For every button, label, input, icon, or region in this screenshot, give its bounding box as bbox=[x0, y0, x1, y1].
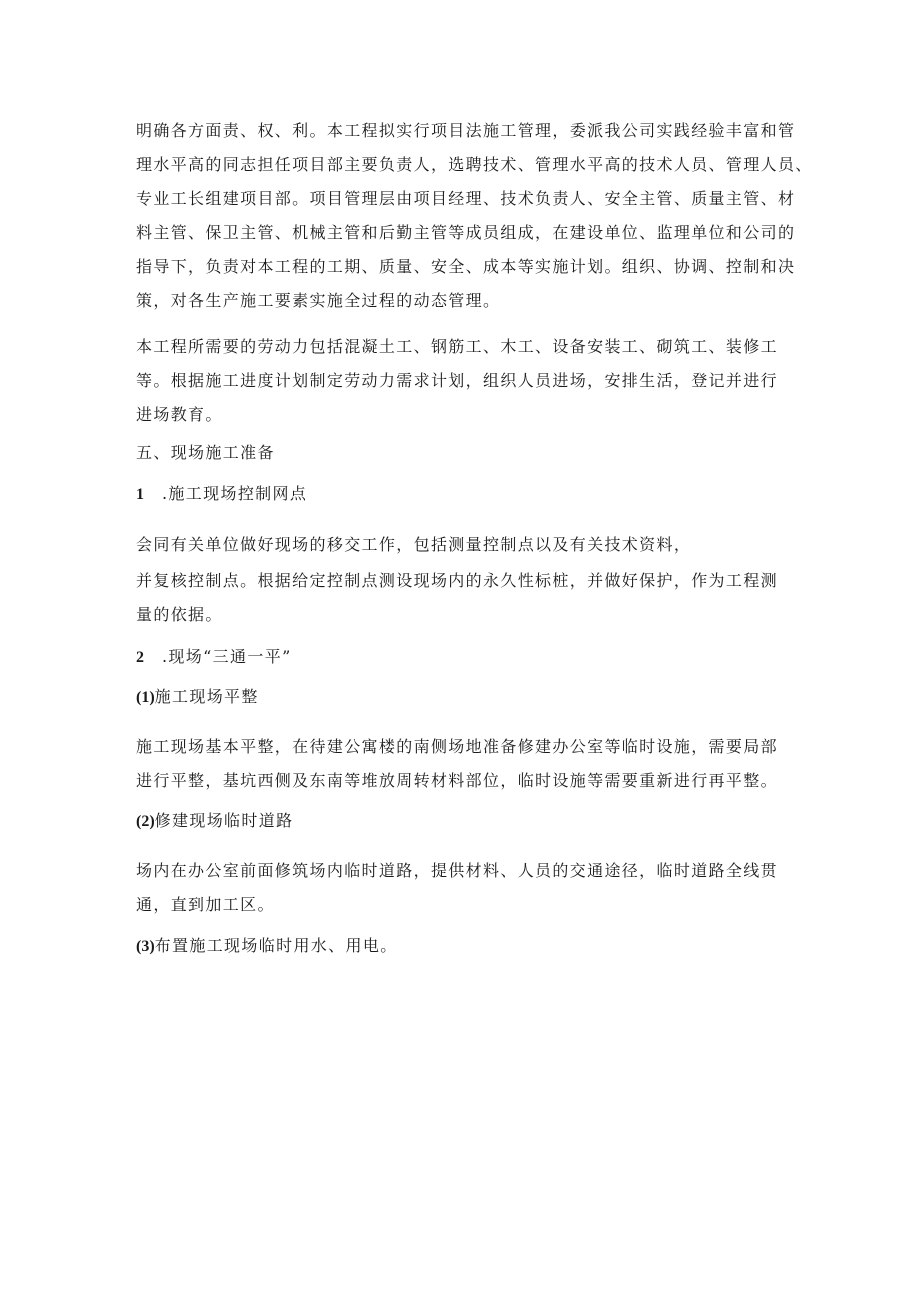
paragraph-line: 理水平高的同志担任项目部主要负责人，选聘技术、管理水平高的技术人员、管理人员、 bbox=[136, 155, 813, 174]
subitem-number: (1) bbox=[136, 689, 155, 706]
subitem-number: (3) bbox=[136, 938, 155, 955]
paragraph-line: 通，直到加工区。 bbox=[136, 895, 275, 914]
paragraph-line: 策，对各生产施工要素实施全过程的动态管理。 bbox=[136, 291, 501, 310]
subitem-number: (2) bbox=[136, 813, 155, 830]
item-heading bbox=[136, 646, 292, 669]
subitem-heading bbox=[136, 810, 293, 833]
paragraph-line: 指导下，负责对本工程的工期、质量、安全、成本等实施计划。组织、协调、控制和决 bbox=[136, 257, 796, 276]
item-title: .现场“三通一平” bbox=[162, 647, 292, 666]
subitem-title: 修建现场临时道路 bbox=[154, 811, 294, 830]
paragraph-line: 明确各方面责、权、利。本工程拟实行项目法施工管理，委派我公司实践经验丰富和管 bbox=[136, 121, 796, 140]
paragraph-line: 并复核控制点。根据给定控制点测设现场内的永久性标桩，并做好保护，作为工程测 bbox=[136, 571, 778, 590]
paragraph-line: 量的依据。 bbox=[136, 605, 223, 624]
paragraph-line: 专业工长组建项目部。项目管理层由项目经理、技术负责人、安全主管、质量主管、材 bbox=[136, 189, 796, 208]
paragraph-line: 本工程所需要的劳动力包括混凝土工、钢筋工、木工、设备安装工、砌筑工、装修工 bbox=[136, 337, 778, 356]
paragraph-line: 会同有关单位做好现场的移交工作，包括测量控制点以及有关技术资料， bbox=[136, 535, 692, 554]
item-number: 2 bbox=[136, 649, 144, 666]
section-heading: 五、现场施工准备 bbox=[136, 443, 275, 462]
subitem-title: 布置施工现场临时用水、用电。 bbox=[154, 936, 398, 955]
item-heading bbox=[136, 483, 307, 506]
subitem-heading bbox=[136, 686, 259, 709]
paragraph-line: 等。根据施工进度计划制定劳动力需求计划，组织人员进场，安排生活，登记并进行 bbox=[136, 371, 778, 390]
subitem-heading bbox=[136, 935, 398, 958]
subitem-title: 施工现场平整 bbox=[154, 687, 259, 706]
paragraph-line: 进行平整，基坑西侧及东南等堆放周转材料部位，临时设施等需要重新进行再平整。 bbox=[136, 771, 778, 790]
paragraph-line: 料主管、保卫主管、机械主管和后勤主管等成员组成，在建设单位、监理单位和公司的 bbox=[136, 223, 796, 242]
paragraph-line: 进场教育。 bbox=[136, 405, 223, 424]
item-title: .施工现场控制网点 bbox=[162, 484, 308, 503]
paragraph-line: 场内在办公室前面修筑场内临时道路，提供材料、人员的交通途径，临时道路全线贯 bbox=[136, 861, 778, 880]
item-number: 1 bbox=[136, 486, 144, 503]
paragraph-line: 施工现场基本平整，在待建公寓楼的南侧场地准备修建办公室等临时设施，需要局部 bbox=[136, 737, 778, 756]
